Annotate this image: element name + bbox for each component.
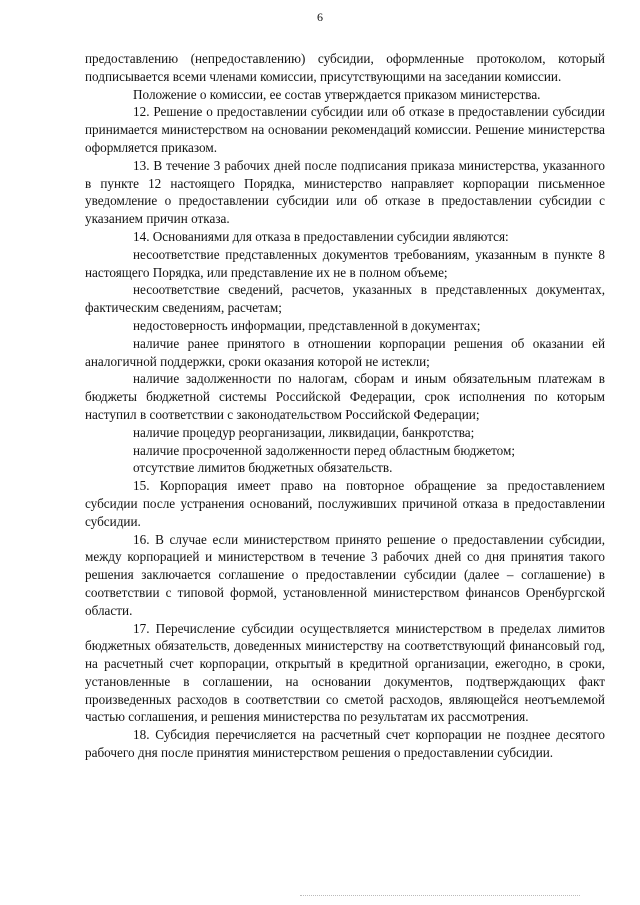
paragraph: 16. В случае если министерством принято решение о предоставлении субсидии, между корпорацией и министерством в течение 3 рабочих дней со дня принятия такого решения заключается соглашение о предоставлении субсидии (далее – соглашение) в соответствии с типовой формой, установленной министерством финансов Оренбургской области. xyxy=(85,531,605,618)
paragraph: 17. Перечисление субсидии осуществляется министерством в пределах лимитов бюджетных обязательств, доведенных министерству на соответствующий финансовый год, на расчетный счет корпорации, открытый в кредитной организации, ежегодно, в сроки, установленные в соглашении, на основании документов, подтверждающих факт произведенных расходов в соответствии со сметой расходов, являющейся неотъемлемой частью соглашения, и решения министерства по результатам их рассмотрения. xyxy=(85,620,605,725)
paragraph: предоставлению (непредоставлению) субсидии, оформленные протоколом, который подписывается всеми членами комиссии, присутствующими на заседании комиссии. xyxy=(85,51,605,84)
paragraph: 14. Основаниями для отказа в предоставлении субсидии являются: xyxy=(133,228,509,244)
paragraph: наличие задолженности по налогам, сборам и иным обязательным платежам в бюджеты бюджетной системы Российской Федерации, срок исполнения по которым наступил в соответствии с законодательством Российской Федерации; xyxy=(85,371,605,422)
paragraph: 13. В течение 3 рабочих дней после подписания приказа министерства, указанного в пункте 12 настоящего Порядка, министерство направляет корпорации письменное уведомление о предоставлении субсидии или об отказе в предоставлении субсидии с указанием причин отказа. xyxy=(85,157,605,227)
footer-faint-line xyxy=(300,895,580,897)
paragraph: отсутствие лимитов бюджетных обязательств. xyxy=(133,460,393,476)
paragraph: наличие процедур реорганизации, ликвидации, банкротства; xyxy=(133,424,475,440)
paragraph: 12. Решение о предоставлении субсидии или об отказе в предоставлении субсидии принимается министерством на основании рекомендаций комиссии. Решение министерства оформляется приказом. xyxy=(85,104,605,155)
paragraph: несоответствие сведений, расчетов, указанных в представленных документах, фактическим сведениям, расчетам; xyxy=(85,282,605,316)
paragraph: несоответствие представленных документов требованиям, указанным в пункте 8 настоящего Порядка, или представление их не в полном объеме; xyxy=(85,246,605,280)
paragraph: наличие просроченной задолженности перед областным бюджетом; xyxy=(133,442,516,458)
paragraph: 15. Корпорация имеет право на повторное обращение за предоставлением субсидии после устранения оснований, послуживших причиной отказа в предоставлении субсидии. xyxy=(85,478,605,529)
document-body xyxy=(85,50,605,762)
paragraph: Положение о комиссии, ее состав утверждается приказом министерства. xyxy=(133,86,541,102)
page-number: 6 xyxy=(317,10,323,24)
paragraph: наличие ранее принятого в отношении корпорации решения об оказании ей аналогичной поддержки, сроки оказания которой не истекли; xyxy=(85,335,605,369)
paragraph: 18. Субсидия перечисляется на расчетный счет корпорации не позднее десятого рабочего дня после принятия министерством решения о предоставлении субсидии. xyxy=(85,727,605,761)
paragraph: недостоверность информации, представленной в документах; xyxy=(133,317,481,333)
